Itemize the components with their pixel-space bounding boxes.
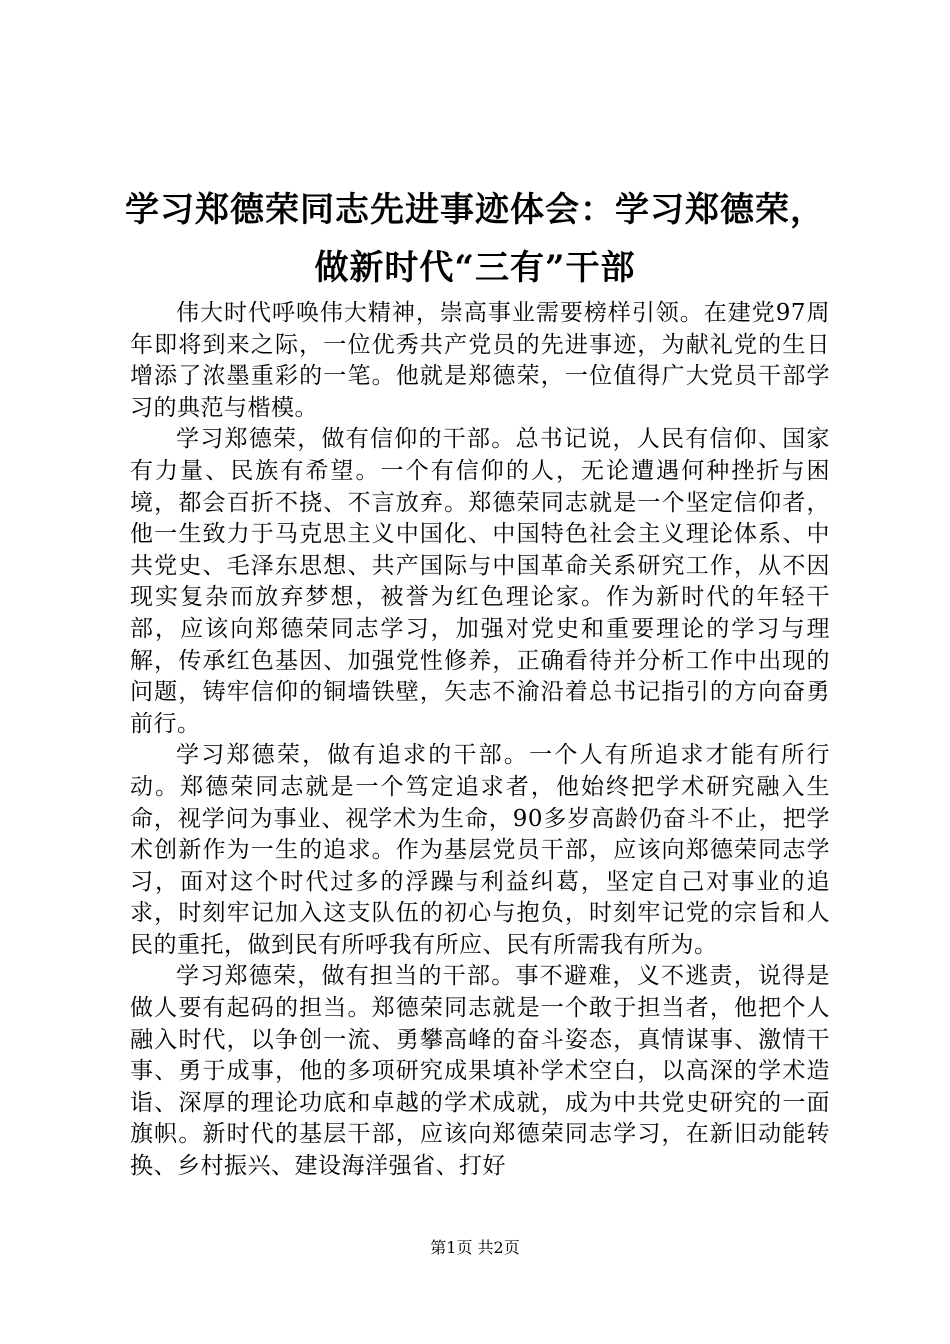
- paragraph-pursuit: 学习郑德荣，做有追求的干部。一个人有所追求才能有所行动。郑德荣同志就是一个笃定追求者，他始终把学术研究融入生命，视学问为事业、视学术为生命，90多岁高龄仍奋斗不止，把学术创新作为一生的追求。作为基层党员干部，应该向郑德荣同志学习，面对这个时代过多的浮躁与利益纠葛，坚定自己对事业的追求，时刻牢记加入这支队伍的初心与抱负，时刻牢记党的宗旨和人民的重托，做到民有所呼我有所应、民有所需我有所为。: [130, 742, 830, 958]
- paragraph-intro: 伟大时代呼唤伟大精神，崇高事业需要榜样引领。在建党97周年即将到来之际，一位优秀共产党员的先进事迹，为献礼党的生日增添了浓墨重彩的一笔。他就是郑德荣，一位值得广大党员干部学习的典范与楷模。: [130, 300, 830, 421]
- document-body: [130, 298, 830, 1183]
- page-number-footer: 第1页 共2页: [430, 1238, 520, 1257]
- document-title-line-2: 做新时代“三有”干部: [314, 248, 636, 288]
- paragraph-responsibility: 学习郑德荣，做有担当的干部。事不避难，义不逃责，说得是做人要有起码的担当。郑德荣同志就是一个敢于担当者，他把个人融入时代，以争创一流、勇攀高峰的奋斗姿态，真情谋事、激情干事、勇于成事，他的多项研究成果填补学术空白，以高深的学术造诣、深厚的理论功底和卓越的学术成就，成为中共党史研究的一面旗帜。新时代的基层干部，应该向郑德荣同志学习，在新旧动能转换、乡村振兴、建设海洋强省、打好: [130, 963, 830, 1180]
- paragraph-faith: 学习郑德荣，做有信仰的干部。总书记说，人民有信仰、国家有力量、民族有希望。一个有信仰的人，无论遭遇何种挫折与困境，都会百折不挠、不言放弃。郑德荣同志就是一个坚定信仰者，他一生致力于马克思主义中国化、中国特色社会主义理论体系、中共党史、毛泽东思想、共产国际与中国革命关系研究工作，从不因现实复杂而放弃梦想，被誉为红色理论家。作为新时代的年轻干部，应该向郑德荣同志学习，加强对党史和重要理论的学习与理解，传承红色基因、加强党性修养，正确看待并分析工作中出现的问题，铸牢信仰的铜墙铁壁，矢志不渝沿着总书记指引的方向奋勇前行。: [130, 426, 830, 737]
- document-title-line-1: 学习郑德荣同志先进事迹体会：学习郑德荣，: [125, 190, 825, 230]
